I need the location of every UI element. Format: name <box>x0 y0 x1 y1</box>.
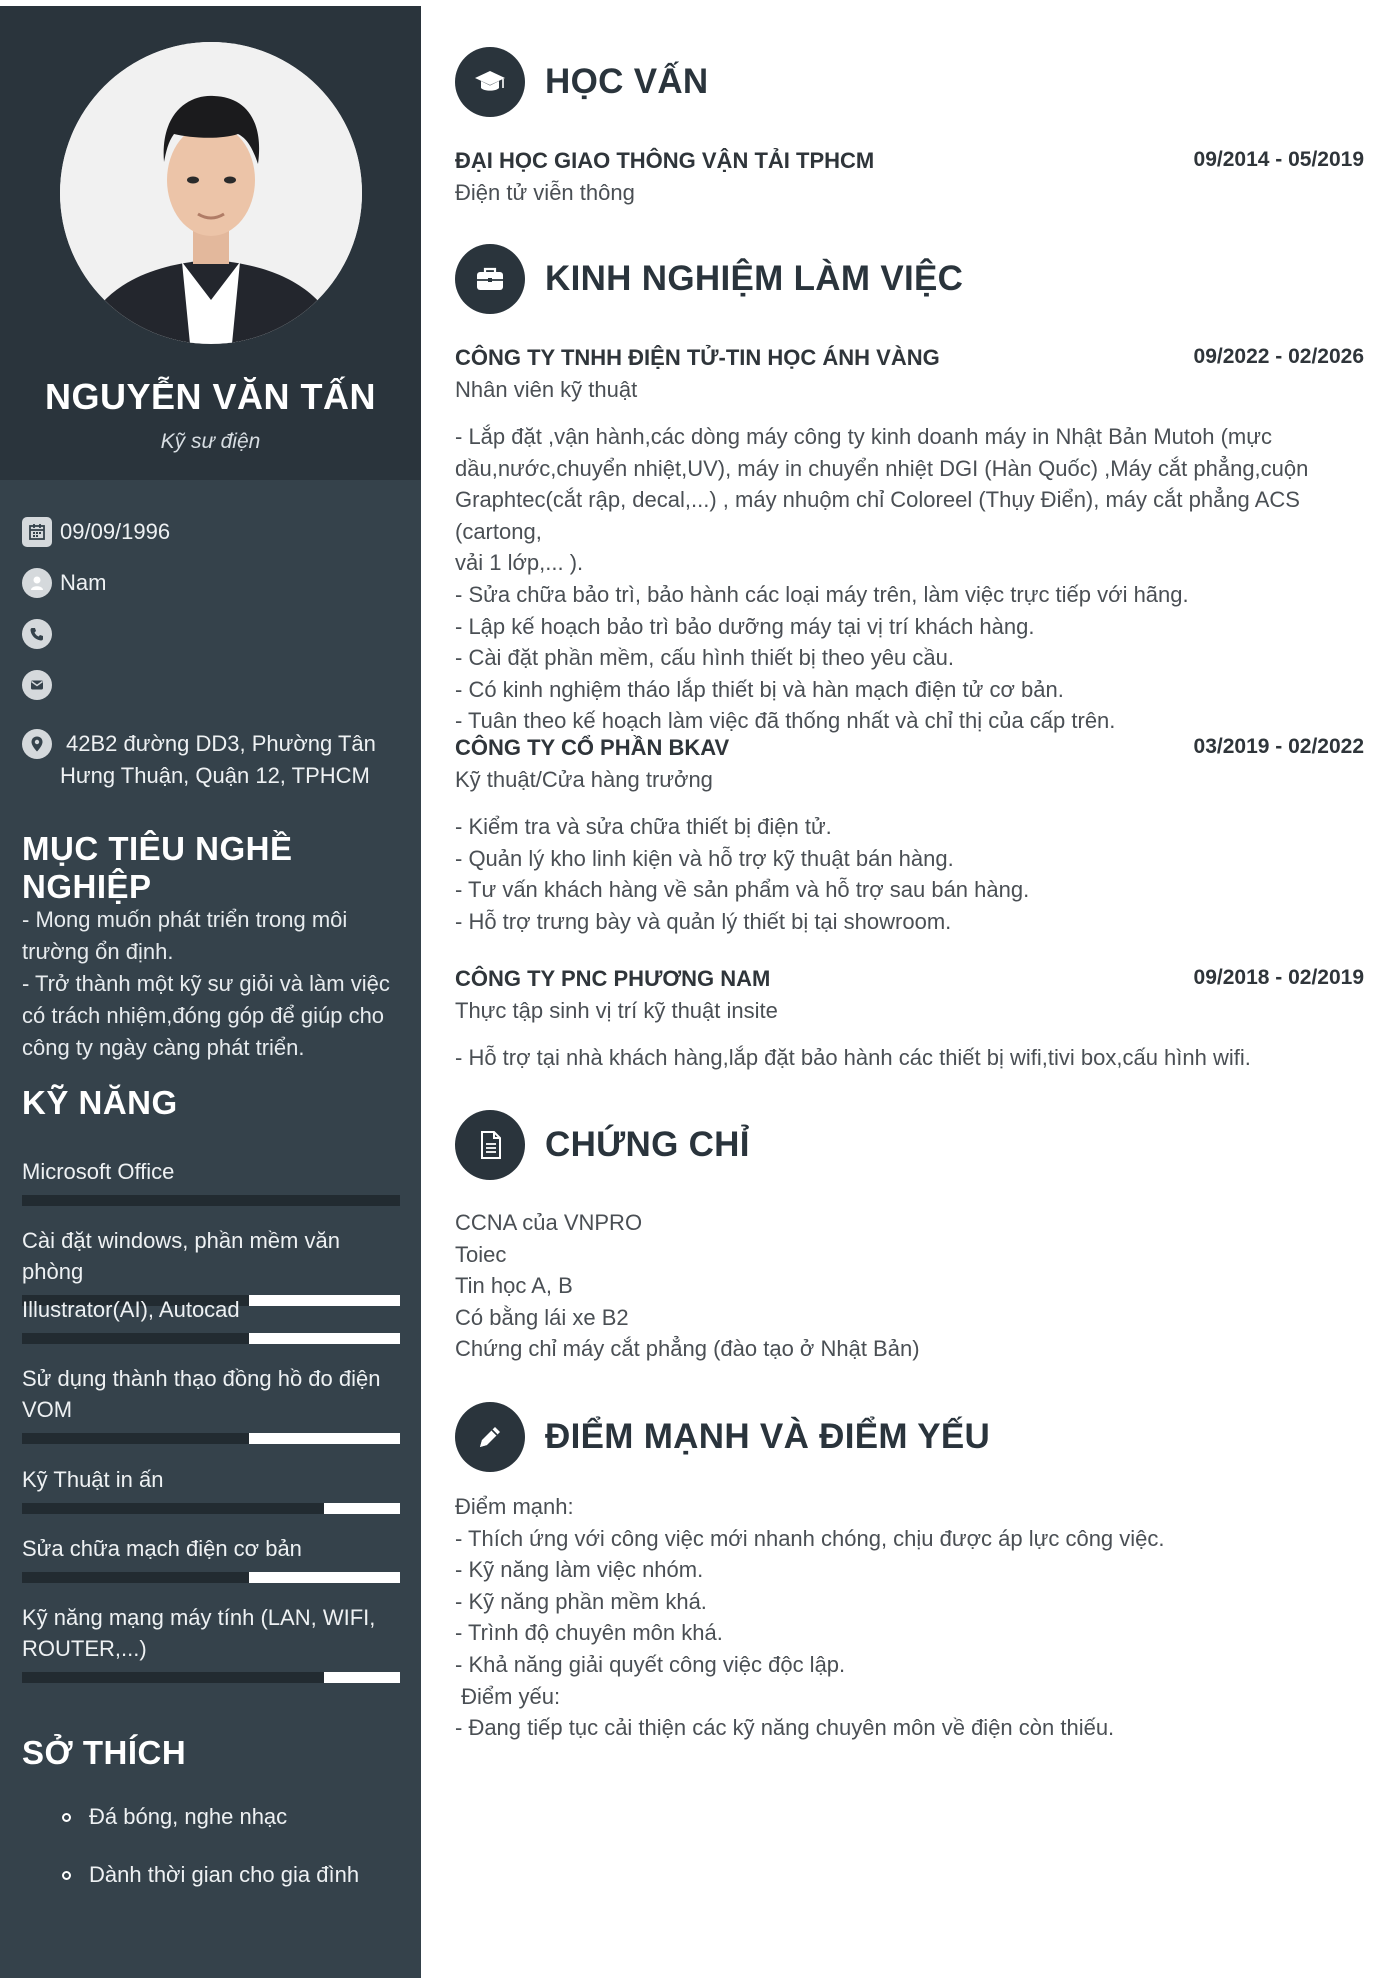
certificate-item: Toiec <box>455 1241 507 1267</box>
skill-label: Sử dụng thành thạo đồng hồ đo điện VOM <box>22 1366 381 1422</box>
job-line: - Tuân theo kế hoạch làm việc đã thống nhất và chỉ thị của cấp trên. <box>455 708 1116 734</box>
job-position: Thực tập sinh vị trí kỹ thuật insite <box>455 998 778 1023</box>
birthday-text: 09/09/1996 <box>60 519 171 544</box>
job-line: - Kiểm tra và sửa chữa thiết bị điện tử. <box>455 814 832 839</box>
job-company: CÔNG TY TNHH ĐIỆN TỬ-TIN HỌC ÁNH VÀNG <box>455 345 940 370</box>
hobby-item <box>62 1804 287 1830</box>
profile-header <box>0 6 421 480</box>
hobby-item <box>62 1862 359 1888</box>
skill-label: Cài đặt windows, phần mềm văn phòng <box>22 1228 340 1284</box>
certificates-header <box>455 1110 750 1180</box>
skill-bar-remaining <box>249 1333 400 1344</box>
skill-label: Microsoft Office <box>22 1159 175 1184</box>
skill-label: Kỹ Thuật in ấn <box>22 1467 164 1492</box>
job-dates: 03/2019 - 02/2022 <box>1193 735 1364 758</box>
skill-item <box>22 1533 400 1583</box>
objective-line: trường ổn định. <box>22 939 174 964</box>
education-title: HỌC VẤN <box>545 62 709 101</box>
bullet-icon <box>62 1813 71 1822</box>
user-icon <box>22 568 52 598</box>
skill-bar <box>22 1503 400 1514</box>
strength-line: - Khả năng giải quyết công việc độc lập. <box>455 1651 846 1677</box>
strength-line: Điểm mạnh: <box>455 1494 574 1519</box>
skill-bar <box>22 1433 400 1444</box>
skill-bar-remaining <box>249 1433 400 1444</box>
phone-icon <box>22 619 52 649</box>
strength-line: - Kỹ năng phần mềm khá. <box>455 1588 707 1614</box>
hobby-text: Đá bóng, nghe nhạc <box>89 1804 288 1829</box>
certificate-item: Tin học A, B <box>455 1273 573 1299</box>
objective-line: - Mong muốn phát triển trong môi <box>22 907 348 932</box>
certificates-title: CHỨNG CHỈ <box>545 1125 750 1164</box>
job-line: - Quản lý kho linh kiện và hỗ trợ kỹ thuật bán hàng. <box>455 845 954 871</box>
job-line: - Hỗ trợ trưng bày và quản lý thiết bị tại showroom. <box>455 908 952 934</box>
strength-line: - Kỹ năng làm việc nhóm. <box>455 1557 704 1583</box>
job-dates: 09/2018 - 02/2019 <box>1193 966 1364 989</box>
job-description <box>455 811 1370 937</box>
address-line-1: 42B2 đường DD3, Phường Tân <box>66 731 376 756</box>
skill-label: Sửa chữa mạch điện cơ bản <box>22 1536 302 1561</box>
briefcase-icon <box>455 244 525 314</box>
address-row <box>22 728 376 792</box>
address-text <box>60 728 376 792</box>
skill-item <box>22 1464 400 1514</box>
skill-label: Illustrator(AI), Autocad <box>22 1297 240 1322</box>
gender-text: Nam <box>60 570 107 595</box>
skill-label: Kỹ năng mạng máy tính (LAN, WIFI, ROUTER,...) <box>22 1605 376 1661</box>
graduation-cap-icon <box>455 47 525 117</box>
strength-line: - Trình độ chuyên môn khá. <box>455 1620 723 1646</box>
envelope-icon <box>22 670 52 700</box>
strengths-title: ĐIỂM MẠNH VÀ ĐIỂM YẾU <box>545 1417 991 1456</box>
objective-title: MỤC TIÊU NGHỀ NGHIỆP <box>22 830 293 905</box>
objective-line: công ty ngày càng phát triển. <box>22 1035 305 1060</box>
job-description <box>455 421 1370 737</box>
strength-line: - Đang tiếp tục cải thiện các kỹ năng chuyên môn về điện còn thiếu. <box>455 1715 1115 1741</box>
document-icon <box>455 1110 525 1180</box>
skills-title: KỸ NĂNG <box>22 1084 178 1121</box>
candidate-role: Kỹ sư điện <box>160 430 261 453</box>
birthday-row <box>22 516 170 548</box>
objective-line: - Trở thành một kỹ sư giỏi và làm việc <box>22 971 390 996</box>
job-line: vải 1 lớp,... ). <box>455 550 584 576</box>
skill-bar <box>22 1672 400 1683</box>
skill-item <box>22 1363 382 1444</box>
experience-header <box>455 244 963 314</box>
bullet-icon <box>62 1871 71 1880</box>
strength-line: Điểm yếu: <box>455 1683 561 1709</box>
certificate-item: CCNA của VNPRO <box>455 1210 643 1235</box>
hobbies-title: SỞ THÍCH <box>22 1734 187 1771</box>
job-dates: 09/2022 - 02/2026 <box>1193 345 1364 368</box>
objective-line: có trách nhiệm,đóng góp để giúp cho <box>22 1003 385 1028</box>
education-major: Điện tử viễn thông <box>455 180 635 205</box>
skill-bar-remaining <box>324 1672 400 1683</box>
job-line: - Cài đặt phần mềm, cấu hình thiết bị theo yêu cầu. <box>455 645 954 671</box>
skill-bar <box>22 1195 400 1206</box>
job-position: Kỹ thuật/Cửa hàng trưởng <box>455 767 713 792</box>
school-name: ĐẠI HỌC GIAO THÔNG VẬN TẢI TPHCM <box>455 148 875 173</box>
calendar-icon <box>22 517 52 547</box>
strengths-header <box>455 1402 990 1472</box>
job-company: CÔNG TY PNC PHƯƠNG NAM <box>455 966 771 991</box>
certificates-list <box>455 1207 1370 1365</box>
certificate-item: Chứng chỉ máy cắt phẳng (đào tạo ở Nhật Bản) <box>455 1336 920 1362</box>
address-line-2: Hưng Thuận, Quận 12, TPHCM <box>60 763 370 788</box>
pencil-icon <box>455 1402 525 1472</box>
job-line: - Hỗ trợ tại nhà khách hàng,lắp đặt bảo hành các thiết bị wifi,tivi box,cấu hình wifi. <box>455 1045 1251 1070</box>
job-description <box>455 1042 1370 1074</box>
skill-bar-remaining <box>249 1572 400 1583</box>
job-line: - Lắp đặt ,vận hành,các dòng máy công ty kinh doanh máy in Nhật Bản Mutoh (mực <box>455 424 1272 449</box>
skill-bar <box>22 1572 400 1583</box>
skill-bar <box>22 1333 400 1344</box>
skill-item <box>22 1156 400 1206</box>
experience-title: KINH NGHIỆM LÀM VIỆC <box>545 259 964 298</box>
job-line: - Sửa chữa bảo trì, bảo hành các loại máy trên, làm việc trực tiếp với hãng. <box>455 581 1189 607</box>
gender-row <box>22 567 106 599</box>
job-line: Graphtec(cắt rập, decal,...) , máy nhuộm chỉ Coloreel (Thụy Điển), máy cắt phẳng ACS (cartong, <box>455 487 1300 544</box>
job-company: CÔNG TY CỔ PHẦN BKAV <box>455 735 730 760</box>
job-line: dầu,nước,chuyển nhiệt,UV), máy in chuyển nhiệt DGI (Hàn Quốc) ,Máy cắt phẳng,cuộn <box>455 455 1309 481</box>
phone-row <box>22 618 60 649</box>
skill-item <box>22 1294 400 1344</box>
objective-text <box>22 904 402 1064</box>
job-line: - Lập kế hoạch bảo trì bảo dưỡng máy tại vị trí khách hàng. <box>455 613 1035 639</box>
education-header <box>455 47 709 117</box>
strengths-text <box>455 1491 1370 1744</box>
avatar <box>60 42 362 344</box>
job-line: - Tư vấn khách hàng về sản phẩm và hỗ trợ sau bán hàng. <box>455 877 1030 903</box>
certificate-item: Có bằng lái xe B2 <box>455 1304 629 1330</box>
map-pin-icon <box>22 729 52 759</box>
skill-item <box>22 1602 382 1683</box>
skill-bar-remaining <box>324 1503 400 1514</box>
email-row <box>22 669 60 700</box>
strength-line: - Thích ứng với công việc mới nhanh chóng, chịu được áp lực công việc. <box>455 1525 1165 1551</box>
job-line: - Có kinh nghiệm tháo lắp thiết bị và hàn mạch điện tử cơ bản. <box>455 676 1064 702</box>
candidate-name: NGUYỄN VĂN TẤN <box>44 376 377 417</box>
education-dates: 09/2014 - 05/2019 <box>1193 148 1364 171</box>
job-position: Nhân viên kỹ thuật <box>455 377 638 402</box>
sidebar <box>0 6 421 1978</box>
hobby-text: Dành thời gian cho gia đình <box>89 1862 360 1887</box>
